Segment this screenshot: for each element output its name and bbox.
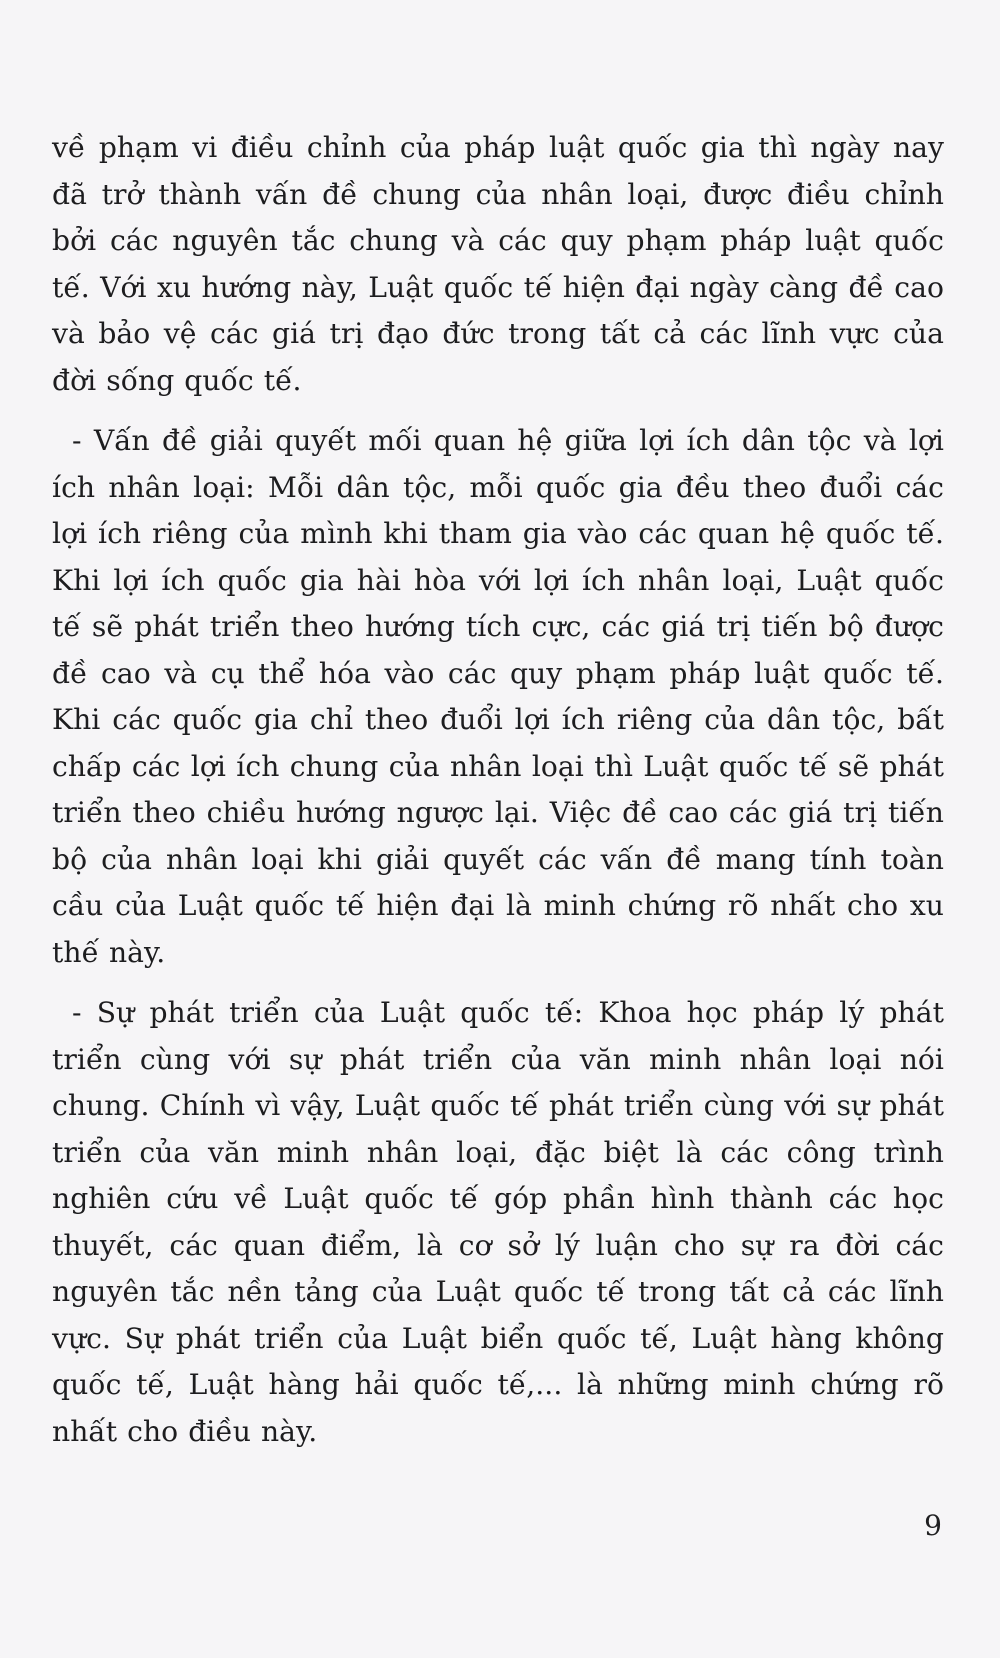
paragraph-2: - Vấn đề giải quyết mối quan hệ giữa lợi ích dân tộc và lợi ích nhân loại: Mỗi dân tộc, mỗi quốc gia đều theo đuổi các lợi ích riêng của mình khi tham gia vào các quan hệ quốc tế. Khi lợi ích quốc gia hài hòa với lợi ích nhân loại, Luật quốc tế sẽ phát triển theo hướng tích cực, các giá trị tiến bộ được đề cao và cụ thể hóa vào các quy phạm pháp luật quốc tế. Khi các quốc gia chỉ theo đuổi lợi ích riêng của dân tộc, bất chấp các lợi ích chung của nhân loại thì Luật quốc tế sẽ phát triển theo chiều hướng ngược lại. Việc đề cao các giá trị tiến bộ của nhân loại khi giải quyết các vấn đề mang tính toàn cầu của Luật quốc tế hiện đại là minh chứng rõ nhất cho xu thế này. [52, 424, 944, 969]
page-number: 9 [924, 1509, 942, 1542]
body-text [52, 125, 944, 1455]
paragraph-3: - Sự phát triển của Luật quốc tế: Khoa học pháp lý phát triển cùng với sự phát triển của văn minh nhân loại nói chung. Chính vì vậy, Luật quốc tế phát triển cùng với sự phát triển của văn minh nhân loại, đặc biệt là các công trình nghiên cứu về Luật quốc tế góp phần hình thành các học thuyết, các quan điểm, là cơ sở lý luận cho sự ra đời các nguyên tắc nền tảng của Luật quốc tế trong tất cả các lĩnh vực. Sự phát triển của Luật biển quốc tế, Luật hàng không quốc tế, Luật hàng hải quốc tế,... là những minh chứng rõ nhất cho điều này. [52, 996, 944, 1448]
paragraph-1: về phạm vi điều chỉnh của pháp luật quốc gia thì ngày nay đã trở thành vấn đề chung của nhân loại, được điều chỉnh bởi các nguyên tắc chung và các quy phạm pháp luật quốc tế. Với xu hướng này, Luật quốc tế hiện đại ngày càng đề cao và bảo vệ các giá trị đạo đức trong tất cả các lĩnh vực của đời sống quốc tế. [52, 131, 944, 397]
